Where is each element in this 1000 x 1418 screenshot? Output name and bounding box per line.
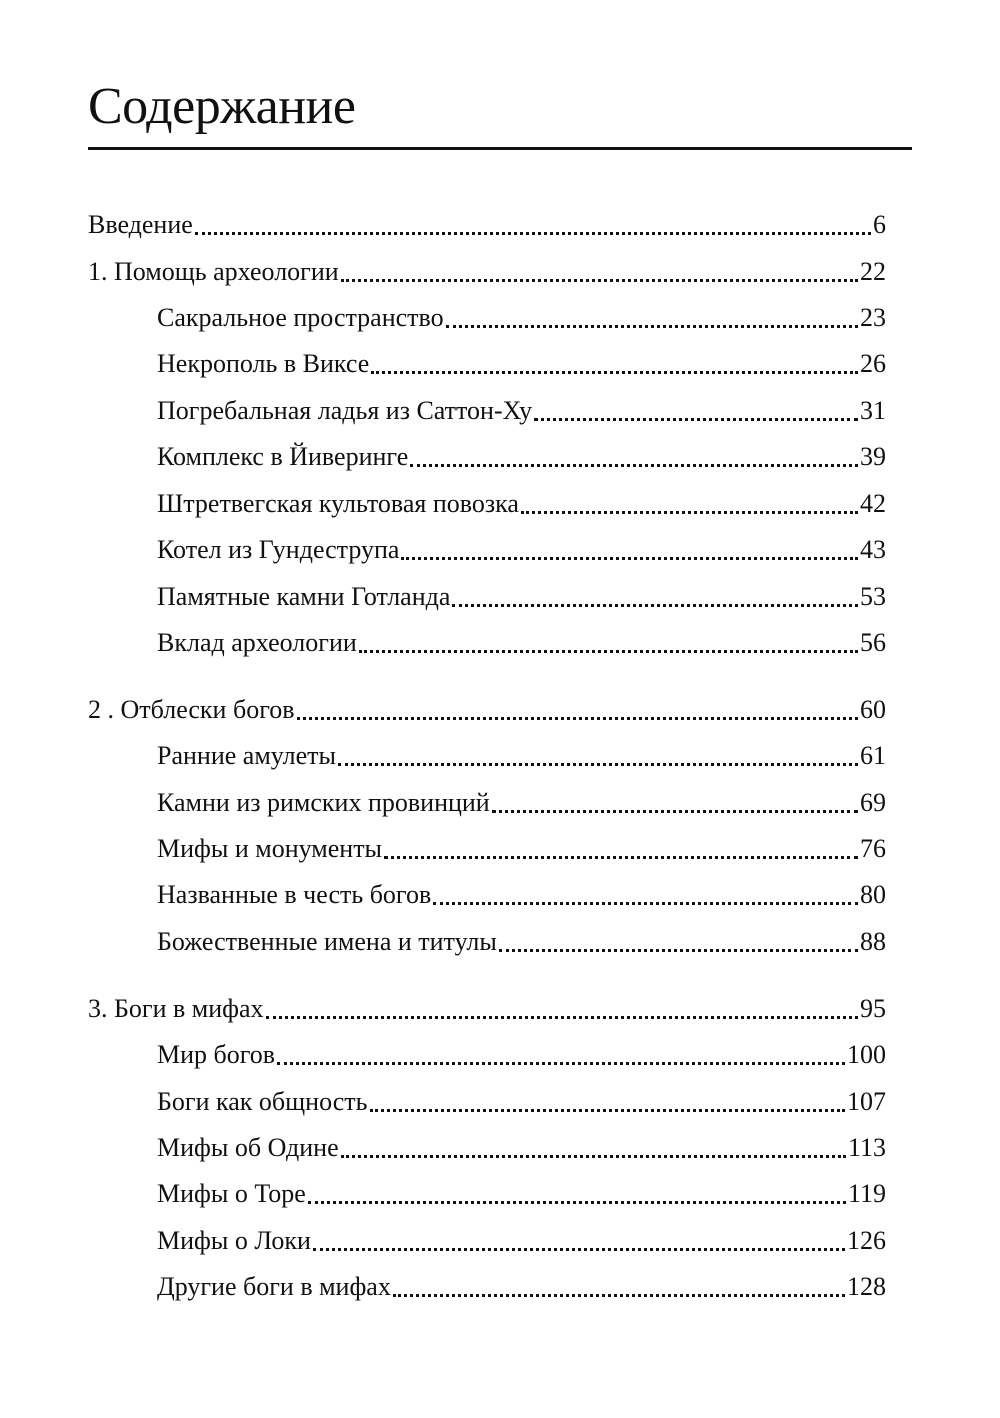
toc-dot-leader (308, 1201, 846, 1204)
toc-section[interactable] (157, 1130, 886, 1166)
toc-section[interactable] (157, 1084, 886, 1120)
toc-dot-leader (393, 1294, 845, 1297)
toc-entry-page: 126 (847, 1226, 886, 1255)
toc-entry-page: 61 (860, 741, 886, 770)
toc-entry-page: 100 (847, 1040, 886, 1069)
toc-entry-introduction[interactable] (88, 207, 886, 243)
toc-entry-title: Названные в честь богов (157, 880, 432, 909)
toc-dot-leader (446, 325, 858, 328)
toc-entry-page: 42 (860, 489, 886, 518)
toc-entry-page: 6 (873, 210, 886, 239)
toc-chapter-1[interactable] (88, 254, 886, 290)
toc-entry-page: 76 (860, 834, 886, 863)
toc-entry-title: Мир богов (157, 1040, 276, 1069)
title-divider (88, 147, 912, 150)
toc-section[interactable] (157, 1176, 886, 1212)
toc-entry-page: 69 (860, 788, 886, 817)
toc-section[interactable] (157, 785, 886, 821)
toc-chapter-3[interactable] (88, 991, 886, 1027)
toc-dot-leader (359, 650, 858, 653)
toc-entry-title: Камни из римских провинций (157, 788, 490, 817)
toc-dot-leader (410, 464, 858, 467)
toc-entry-title: Божественные имена и титулы (157, 927, 497, 956)
toc-entry-title: Комплекс в Йиверинге (157, 442, 409, 471)
toc-dot-leader (492, 810, 858, 813)
toc-entry-page: 31 (860, 396, 886, 425)
toc-entry-title: Ранние амулеты (157, 741, 336, 770)
toc-dot-leader (384, 856, 858, 859)
toc-entry-page: 95 (860, 994, 886, 1023)
toc-dot-leader (266, 1016, 858, 1019)
toc-dot-leader (401, 557, 858, 560)
toc-entry-page: 23 (860, 303, 886, 332)
toc-entry-title: Некрополь в Виксе (157, 349, 370, 378)
toc-entry-title: 2 . Отблески богов (88, 695, 295, 724)
toc-entry-page: 128 (847, 1272, 886, 1301)
toc-entry-title: Боги как общность (157, 1087, 368, 1116)
page-title: Содержание (88, 78, 356, 135)
toc-section[interactable] (157, 532, 886, 568)
toc-section[interactable] (157, 831, 886, 867)
toc-entry-title: Мифы о Торе (157, 1179, 306, 1208)
toc-dot-leader (452, 604, 858, 607)
toc-dot-leader (341, 1155, 846, 1158)
toc-dot-leader (341, 279, 858, 282)
toc-entry-page: 26 (860, 349, 886, 378)
toc-section[interactable] (157, 877, 886, 913)
toc-entry-title: Другие боги в мифах (157, 1272, 391, 1301)
toc-dot-leader (499, 949, 858, 952)
toc-dot-leader (338, 763, 858, 766)
toc-dot-leader (313, 1248, 845, 1251)
toc-entry-page: 53 (860, 582, 886, 611)
toc-entry-title: Вклад археологии (157, 628, 357, 657)
toc-dot-leader (521, 511, 858, 514)
toc-entry-title: Штретвегская культовая повозка (157, 489, 519, 518)
toc-entry-page: 43 (860, 535, 886, 564)
toc-entry-title: Мифы и монументы (157, 834, 383, 863)
toc-section[interactable] (157, 738, 886, 774)
toc-entry-page: 88 (860, 927, 886, 956)
toc-dot-leader (534, 418, 858, 421)
toc-section[interactable] (157, 1037, 886, 1073)
toc-section[interactable] (157, 439, 886, 475)
toc-entry-title: Сакральное пространство (157, 303, 444, 332)
toc-dot-leader (370, 1109, 846, 1112)
toc-entry-title: 1. Помощь археологии (88, 257, 339, 286)
toc-section[interactable] (157, 579, 886, 615)
toc-entry-title: 3. Боги в мифах (88, 994, 264, 1023)
toc-entry-title: Введение (88, 210, 193, 239)
toc-entry-title: Памятные камни Готланда (157, 582, 451, 611)
toc-chapter-2[interactable] (88, 692, 886, 728)
toc-dot-leader (371, 371, 858, 374)
toc-entry-page: 56 (860, 628, 886, 657)
toc-entry-page: 107 (847, 1087, 886, 1116)
toc-entry-page: 22 (860, 257, 886, 286)
toc-entry-title: Мифы об Одине (157, 1133, 339, 1162)
toc-section[interactable] (157, 924, 886, 960)
toc-entry-title: Котел из Гундеструпа (157, 535, 400, 564)
toc-section[interactable] (157, 300, 886, 336)
toc-section[interactable] (157, 1269, 886, 1305)
toc-entry-title: Мифы о Локи (157, 1226, 311, 1255)
toc-section[interactable] (157, 1223, 886, 1259)
toc-entry-title: Погребальная ладья из Саттон-Ху (157, 396, 533, 425)
toc-section[interactable] (157, 346, 886, 382)
toc-dot-leader (433, 902, 858, 905)
toc-entry-page: 80 (860, 880, 886, 909)
toc-entry-page: 113 (847, 1133, 886, 1162)
toc-section[interactable] (157, 486, 886, 522)
toc-dot-leader (195, 232, 871, 235)
toc-section[interactable] (157, 625, 886, 661)
toc-dot-leader (277, 1062, 845, 1065)
toc-entry-page: 39 (860, 442, 886, 471)
toc-dot-leader (297, 717, 859, 720)
toc-entry-page: 119 (847, 1179, 886, 1208)
toc-section[interactable] (157, 393, 886, 429)
toc-entry-page: 60 (860, 695, 886, 724)
